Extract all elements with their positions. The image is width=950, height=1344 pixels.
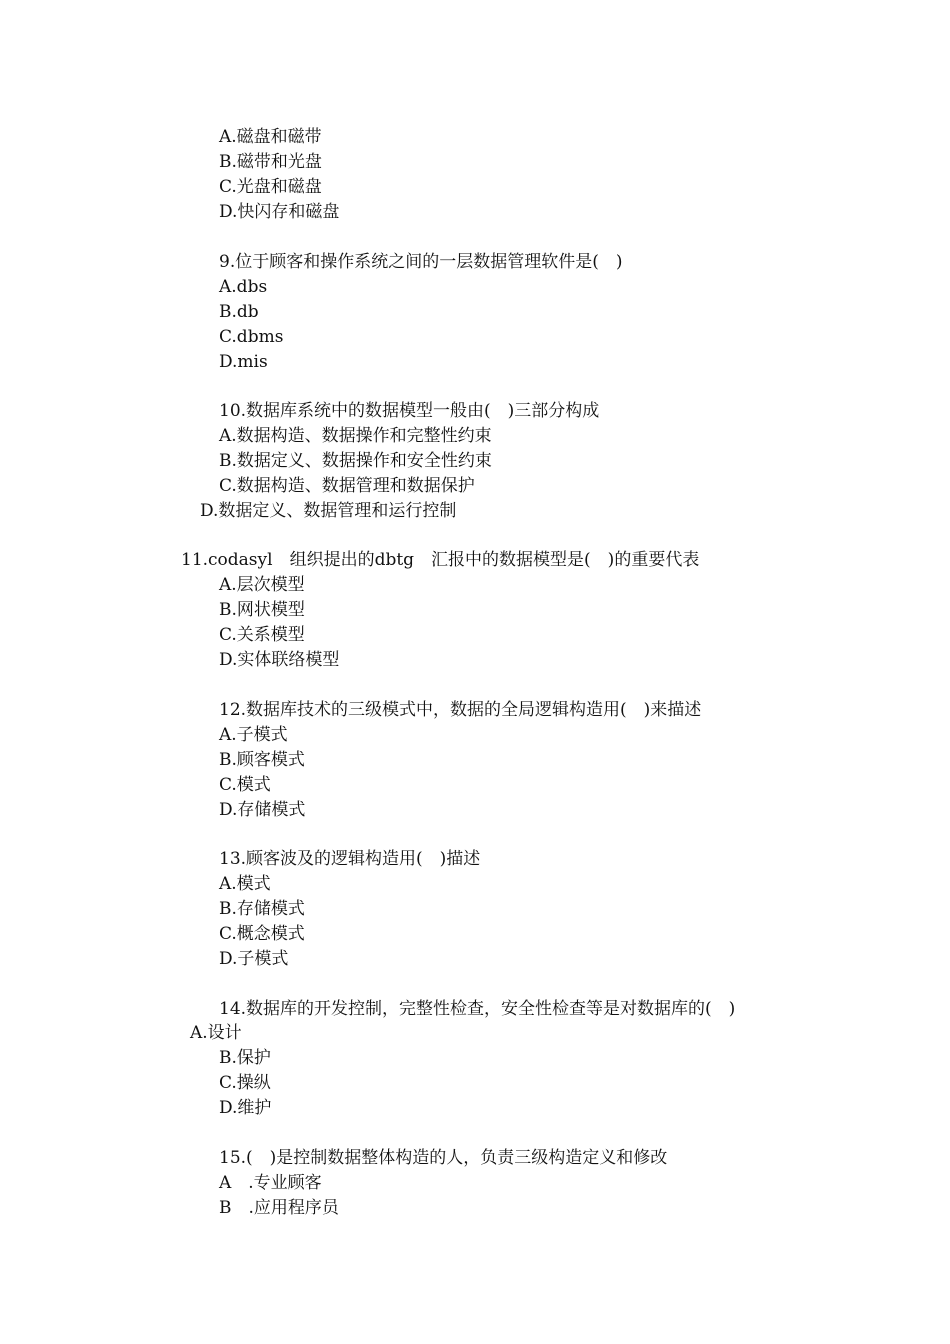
q11-question: 11.codasyl 组织提出的dbtg 汇报中的数据模型是( )的重要代表 xyxy=(181,550,700,570)
q15-option-a: A .专业顾客 xyxy=(219,1173,322,1193)
q9-option-a: A.dbs xyxy=(219,277,268,297)
q13-option-b: B.存储模式 xyxy=(219,899,305,919)
q9-option-b: B.db xyxy=(219,302,259,322)
q11-option-b: B.网状模型 xyxy=(219,600,305,620)
q9-option-c: C.dbms xyxy=(219,327,284,347)
q9-question: 9.位于顾客和操作系统之间的一层数据管理软件是( ) xyxy=(219,252,623,272)
q12-option-c: C.模式 xyxy=(219,775,271,795)
q10-question: 10.数据库系统中的数据模型一般由( )三部分构成 xyxy=(219,401,600,421)
q8-option-c: C.光盘和磁盘 xyxy=(219,177,322,197)
q14-question: 14.数据库的开发控制，完整性检查，安全性检查等是对数据库的( ) xyxy=(219,999,736,1019)
q13-option-d: D.子模式 xyxy=(219,949,289,969)
q10-option-a: A.数据构造、数据操作和完整性约束 xyxy=(219,426,492,446)
q12-option-a: A.子模式 xyxy=(219,725,288,745)
q11-option-c: C.关系模型 xyxy=(219,625,305,645)
q13-question: 13.顾客波及的逻辑构造用( )描述 xyxy=(219,849,481,869)
q10-option-c: C.数据构造、数据管理和数据保护 xyxy=(219,476,475,496)
q14-option-b: B.保护 xyxy=(219,1048,271,1068)
q14-option-a: A.设计 xyxy=(190,1023,242,1043)
q14-option-d: D.维护 xyxy=(219,1098,272,1118)
q10-option-d: D.数据定义、数据管理和运行控制 xyxy=(200,501,457,521)
q13-option-c: C.概念模式 xyxy=(219,924,305,944)
q8-option-b: B.磁带和光盘 xyxy=(219,152,322,172)
q15-question: 15.( )是控制数据整体构造的人，负责三级构造定义和修改 xyxy=(219,1148,668,1168)
q15-option-b: B .应用程序员 xyxy=(219,1198,339,1218)
q11-option-d: D.实体联络模型 xyxy=(219,650,340,670)
q10-option-b: B.数据定义、数据操作和安全性约束 xyxy=(219,451,492,471)
q8-option-d: D.快闪存和磁盘 xyxy=(219,202,340,222)
q13-option-a: A.模式 xyxy=(219,874,271,894)
q14-option-c: C.操纵 xyxy=(219,1073,271,1093)
q12-option-d: D.存储模式 xyxy=(219,800,306,820)
q11-option-a: A.层次模型 xyxy=(219,575,305,595)
q8-option-a: A.磁盘和磁带 xyxy=(219,127,322,147)
q12-option-b: B.顾客模式 xyxy=(219,750,305,770)
q12-question: 12.数据库技术的三级模式中，数据的全局逻辑构造用( )来描述 xyxy=(219,700,702,720)
q9-option-d: D.mis xyxy=(219,352,268,372)
